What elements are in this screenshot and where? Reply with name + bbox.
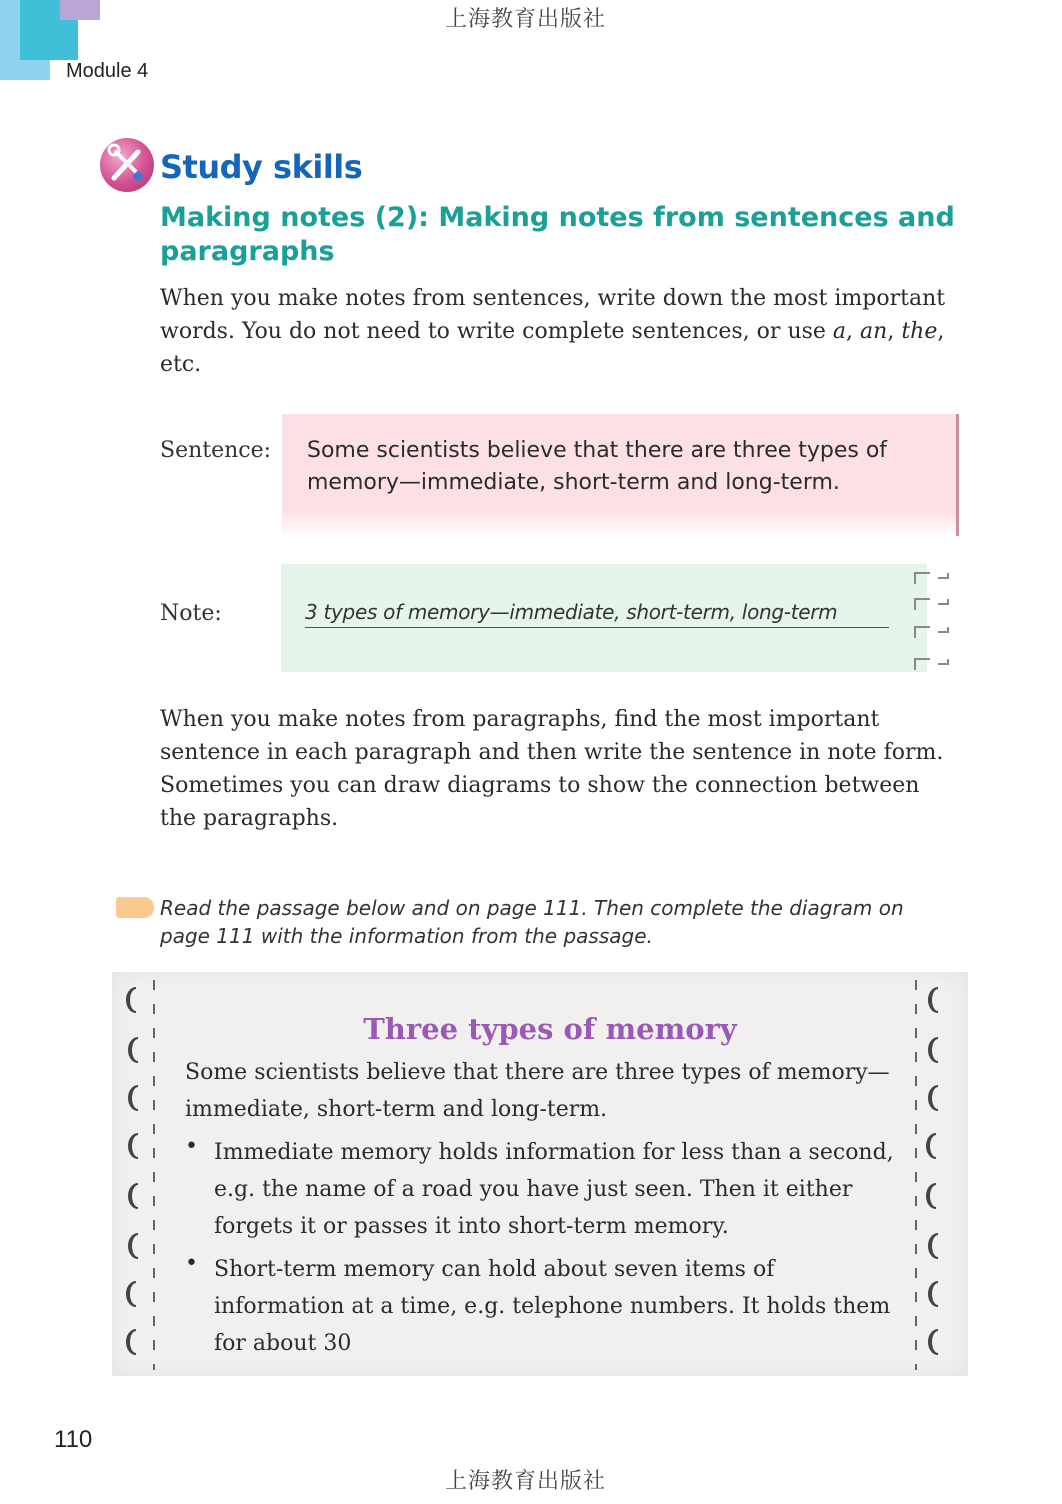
bullet-icon: • (185, 1251, 198, 1276)
intro-text-end: , etc. (160, 319, 945, 377)
corner-decoration-block (60, 0, 100, 20)
bullet-icon: • (185, 1134, 198, 1159)
publisher-watermark-top: 上海教育出版社 (445, 7, 607, 32)
instruction-text: Read the passage below and on page 111. Then complete the diagram on page 111 with the information from the passage. (160, 896, 904, 948)
paragraph-tip: When you make notes from paragraphs, find the most important sentence in each paragraph and then write the sentence in note form. Sometimes you can draw diagrams to show the connection between the paragraphs. (160, 707, 944, 831)
article-a: a (832, 319, 847, 344)
passage-bullet: Short-term memory can hold about seven items of information at a time, e.g. telephone numbers. It holds them for about 30 (214, 1257, 891, 1356)
note-label: Note: (160, 601, 222, 626)
module-label: Module 4 (66, 60, 149, 82)
page-number: 110 (54, 1426, 93, 1453)
sentence-label: Sentence: (160, 438, 272, 463)
publisher-watermark-bottom: 上海教育出版社 (445, 1469, 607, 1494)
notebook-rings-icon (912, 570, 952, 674)
article-an: an (860, 319, 888, 344)
intro-text: When you make notes from sentences, write down the most important words. You do not need to write complete sentences, or use (160, 286, 946, 344)
passage-bullet: Immediate memory holds information for less than a second, e.g. the name of a road you have just seen. Then it either forgets it or passes it into short-term memory. (214, 1140, 894, 1239)
intro-paragraph (160, 282, 950, 381)
separator: , (887, 319, 902, 344)
tools-icon (100, 138, 154, 192)
passage-intro: Some scientists believe that there are three types of memory—immediate, short-term and long-term. (185, 1060, 890, 1122)
separator: , (846, 319, 861, 344)
sentence-text: Some scientists believe that there are three types of memory—immediate, short-term and long-term. (307, 438, 888, 495)
note-text: 3 types of memory—immediate, short-term, long-term (305, 600, 889, 628)
section-title: Study skills (160, 148, 363, 186)
article-the: the (901, 319, 938, 344)
lesson-subtitle: Making notes (2): Making notes from sentences and paragraphs (160, 202, 955, 267)
instruction-tab-icon (116, 897, 154, 918)
passage-title: Three types of memory (363, 1012, 737, 1046)
